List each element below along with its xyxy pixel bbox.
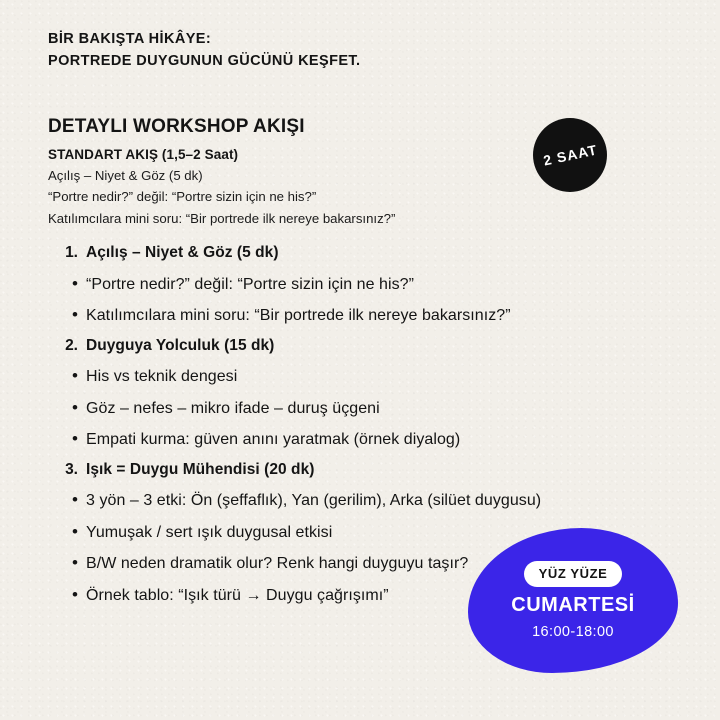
list-item-label: His vs teknik dengesi — [86, 368, 238, 386]
section-title: DETAYLI WORKSHOP AKIŞI — [48, 116, 305, 137]
poster-header — [48, 28, 608, 72]
list-item-label: 3 yön – 3 etki: Ön (şeffaflık), Yan (gerilim), Arka (silüet duygusu) — [86, 492, 542, 510]
intro-line: Açılış – Niyet & Göz (5 dk) — [48, 168, 203, 183]
list-marker: 3. — [65, 460, 78, 478]
event-badge — [468, 528, 678, 673]
list-item — [52, 304, 672, 326]
intro-block — [48, 147, 518, 229]
bullet-icon: • — [72, 553, 78, 573]
bullet-icon: • — [72, 584, 78, 604]
bullet-icon: • — [72, 490, 78, 510]
header-line-1: BİR BAKIŞTA HİKÂYE: — [48, 31, 212, 47]
list-marker: 1. — [65, 244, 78, 261]
list-item — [52, 365, 672, 387]
bullet-icon: • — [72, 521, 78, 541]
event-format-pill: YÜZ YÜZE — [524, 561, 623, 587]
header-line-2: PORTREDE DUYGUNUN GÜCÜNÜ KEŞFET. — [48, 53, 361, 70]
list-item-label: Empati kurma: güven anını yaratmak (örnek diyalog) — [86, 431, 461, 449]
bullet-icon: • — [72, 305, 78, 325]
bullet-icon: • — [72, 397, 78, 417]
list-item — [52, 273, 672, 295]
duration-badge-label: 2 SAAT — [541, 141, 599, 169]
intro-line: Katılımcılara mini soru: “Bir portrede ilk nereye bakarsınız?” — [48, 210, 396, 226]
list-item — [52, 336, 672, 357]
list-item — [52, 428, 672, 450]
list-item — [52, 397, 672, 419]
event-time: 16:00-18:00 — [532, 624, 614, 640]
list-item-label: Göz – nefes – mikro ifade – duruş üçgeni — [86, 399, 380, 417]
intro-heading: STANDART AKIŞ (1,5–2 Saat) — [48, 147, 239, 162]
list-item-label: Açılış – Niyet & Göz (5 dk) — [86, 244, 279, 261]
list-item-label: Duyguya Yolculuk (15 dk) — [86, 336, 275, 354]
bullet-icon: • — [72, 273, 78, 293]
list-item — [52, 460, 672, 481]
list-item — [52, 243, 672, 264]
intro-line: “Portre nedir?” değil: “Portre sizin için ne his?” — [48, 189, 317, 205]
event-day: CUMARTESİ — [511, 594, 635, 616]
bullet-icon: • — [72, 429, 78, 449]
list-item-label: “Portre nedir?” değil: “Portre sizin için ne his?” — [86, 275, 414, 293]
bullet-icon: • — [72, 366, 78, 386]
list-item — [52, 489, 672, 511]
list-marker: 2. — [65, 336, 78, 354]
list-item-label: Yumuşak / sert ışık duygusal etkisi — [86, 523, 333, 541]
list-item-label: Örnek tablo: “Işık türü → Duygu çağrışımı” — [86, 586, 389, 604]
list-item-label: Işık = Duygu Mühendisi (20 dk) — [86, 460, 315, 478]
list-item-label: B/W neden dramatik olur? Renk hangi duyguyu taşır? — [86, 555, 469, 573]
duration-badge — [533, 118, 607, 192]
list-item-label: Katılımcılara mini soru: “Bir portrede ilk nereye bakarsınız?” — [86, 307, 511, 325]
event-badge-content — [468, 528, 678, 673]
